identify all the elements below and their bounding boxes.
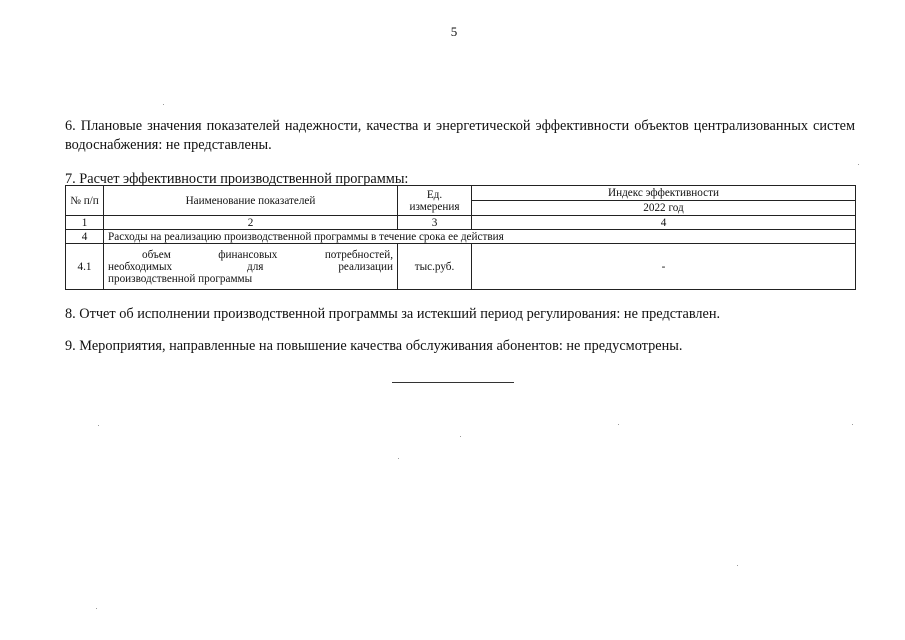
table-row [66, 244, 856, 290]
scan-speck [852, 424, 853, 425]
header-name-cell: Наименование показателей [104, 186, 398, 216]
table-header-row [66, 186, 856, 201]
section-8-paragraph: 8. Отчет об исполнении производственной программы за истекший период регулирования: не представлен. [65, 306, 721, 322]
numbering-cell: 1 [66, 216, 104, 230]
closing-divider [392, 382, 514, 383]
page-number: 5 [450, 24, 458, 39]
scan-speck [398, 458, 399, 459]
table-numbering-row [66, 216, 856, 230]
numbering-cell: 2 [104, 216, 398, 230]
header-year-cell: 2022 год [472, 201, 856, 216]
section-6-paragraph: 6. Плановые значения показателей надежности, качества и энергетической эффективности объектов централизованных систем водоснабжения: не представлены. [65, 118, 855, 153]
row-name-line: необходимых для реализации [108, 260, 393, 273]
group-label-cell: Расходы на реализацию производственной программы в течение срока ее действия [104, 230, 856, 244]
scan-speck [163, 104, 164, 105]
scan-speck [858, 164, 859, 165]
numbering-cell: 3 [398, 216, 472, 230]
row-number-cell: 4.1 [66, 244, 104, 290]
header-number-cell: № п/п [66, 186, 104, 216]
scan-speck [618, 424, 619, 425]
group-number-cell: 4 [66, 230, 104, 244]
header-unit-cell: Ед. измерения [398, 186, 472, 216]
row-name-cell [104, 244, 398, 290]
section-7-title: 7. Расчет эффективности производственной программы: [65, 171, 409, 187]
row-name-line: производственной программы [108, 272, 253, 285]
scan-speck [460, 436, 461, 437]
row-name-line: объем финансовых потребностей, [142, 248, 393, 261]
row-value-cell: - [472, 244, 856, 290]
row-unit-cell: тыс.руб. [398, 244, 472, 290]
numbering-cell: 4 [472, 216, 856, 230]
scan-speck [737, 565, 738, 566]
section-9-paragraph: 9. Мероприятия, направленные на повышение качества обслуживания абонентов: не предусмотрены. [65, 338, 683, 354]
header-index-cell: Индекс эффективности [472, 186, 856, 201]
table-group-row [66, 230, 856, 244]
efficiency-table [65, 185, 856, 290]
scan-speck [98, 425, 99, 426]
scan-speck [96, 608, 97, 609]
